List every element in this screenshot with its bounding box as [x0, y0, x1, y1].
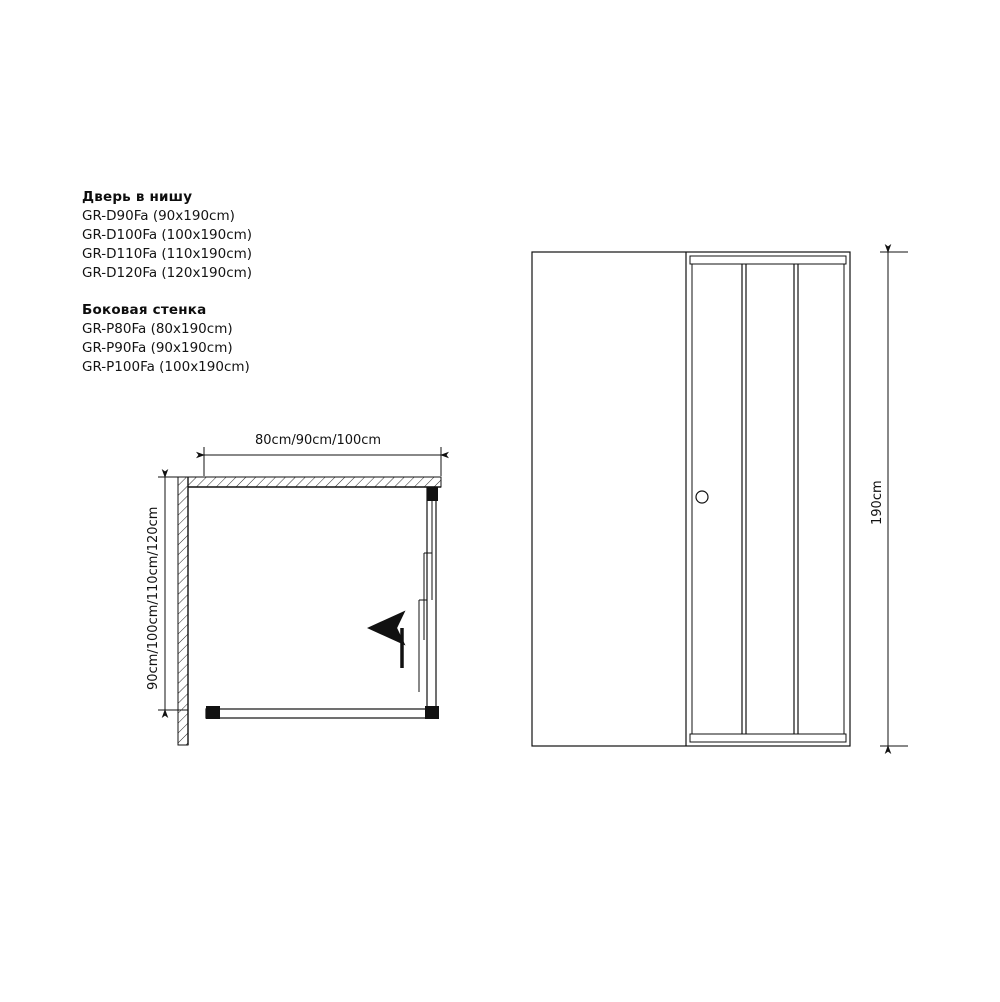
- legend-item: GR-P100Fa (100x190cm): [82, 359, 250, 375]
- legend-group-side-wall-title: Боковая стенка: [82, 302, 207, 318]
- front-height-dimension: [870, 252, 908, 746]
- plan-top-dimension-label: 80cm/90cm/100cm: [255, 433, 382, 448]
- legend-item: GR-D90Fa (90x190cm): [82, 208, 235, 224]
- plan-enclosure: [206, 487, 439, 719]
- plan-top-wall: [188, 477, 441, 487]
- legend-item: GR-P90Fa (90x190cm): [82, 340, 233, 356]
- legend-group-door-title: Дверь в нишу: [82, 189, 193, 205]
- front-view: [532, 252, 908, 746]
- plan-left-dimension-label: 90cm/100cm/110cm/120cm: [146, 506, 161, 690]
- plan-left-wall: [178, 477, 188, 745]
- legend-item: GR-D120Fa (120x190cm): [82, 265, 253, 281]
- door-handle-knob[interactable]: [696, 491, 708, 503]
- legend-item: GR-P80Fa (80x190cm): [82, 321, 233, 337]
- front-top-rail: [690, 256, 846, 264]
- plan-top-dimension: [204, 447, 441, 476]
- legend-item: GR-D110Fa (110x190cm): [82, 246, 253, 262]
- legend-item: GR-D100Fa (100x190cm): [82, 227, 253, 243]
- front-bottom-rail: [690, 734, 846, 742]
- front-enclosure-outline: [532, 252, 850, 746]
- plan-view: [146, 433, 441, 745]
- front-height-dimension-label: 190cm: [870, 480, 885, 525]
